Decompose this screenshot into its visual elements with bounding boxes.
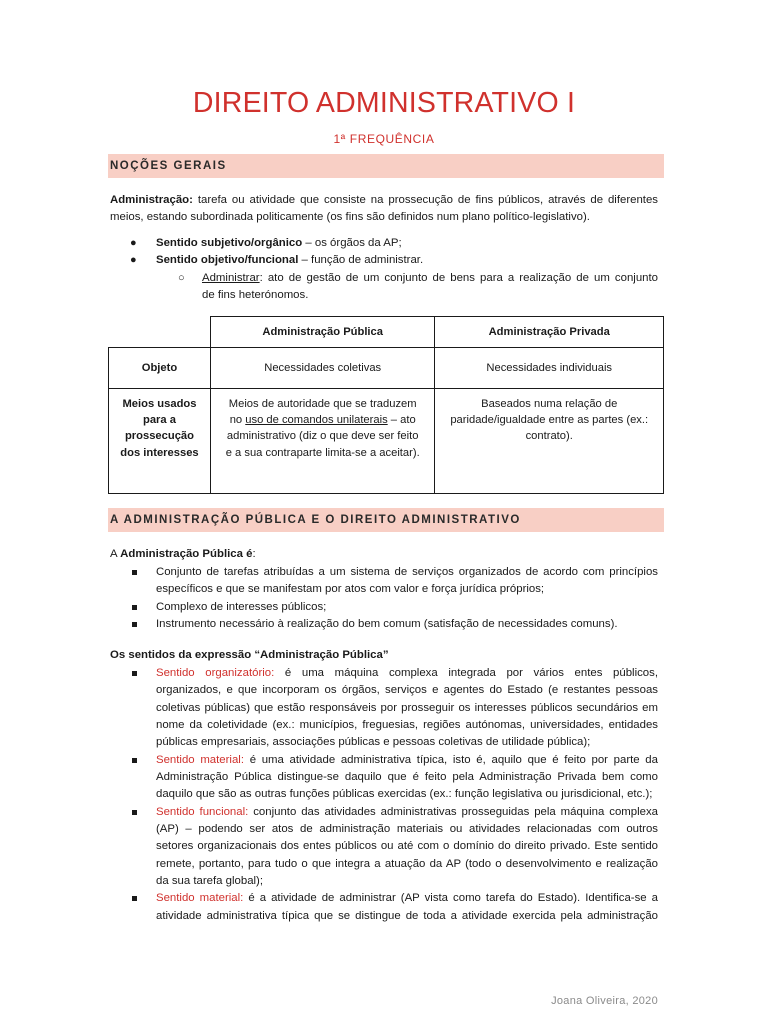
- table-cell: Necessidades individuais: [435, 348, 664, 389]
- bullet-term: Sentido objetivo/funcional: [156, 254, 299, 267]
- cell-line: contrato).: [525, 430, 573, 443]
- table-header-cell: Administração Privada: [435, 317, 664, 348]
- senses-heading: Os sentidos da expressão “Administração Pública”: [110, 649, 389, 661]
- table-row-label: Meios usados para a prossecução dos interesses: [109, 389, 211, 494]
- sense-line: públicas empresariais, associações públicas e pessoas coletivas de utilidade pública);: [156, 736, 591, 749]
- table-corner-cell: [109, 317, 211, 348]
- cell-line: paridade/igualdade entre as partes (ex.:: [450, 414, 649, 427]
- bullet-term: Sentido subjetivo/orgânico: [156, 237, 303, 249]
- intro-text: A: [110, 548, 121, 560]
- list-item: [110, 665, 658, 752]
- sense-line: daquilo que são as outras funções públicas exercidas (ex.: função legislativa ou jurisdicional, etc.);: [156, 788, 653, 801]
- table-row-label: Objeto: [109, 348, 211, 389]
- bullet-icon: ●: [130, 237, 137, 249]
- sense-line: atividade administrativa típica que se distingue de toda a atividade exercida pela administração: [156, 909, 658, 922]
- bullet-text: – função de administrar.: [298, 254, 424, 267]
- item-line: Complexo de interesses públicos;: [156, 600, 327, 613]
- section-heading-nocoes-gerais: NOÇÕES GERAIS: [108, 154, 664, 178]
- table-cell: [435, 389, 664, 494]
- senses-bullet-list: [110, 235, 658, 304]
- list-item: [110, 252, 658, 269]
- table-row: [109, 389, 664, 494]
- cell-line: e a sua contraparte limita-se a aceitar).: [225, 446, 420, 459]
- section-heading-administracao-publica: A ADMINISTRAÇÃO PÚBLICA E O DIREITO ADMINISTRATIVO: [108, 508, 664, 532]
- item-line: Instrumento necessário à realização do bem comum (satisfação de necessidades comuns).: [156, 617, 618, 630]
- sense-line: coletivas públicas) que estão responsáveis por prosseguir os interesses públicos secundários em: [156, 701, 658, 714]
- sense-line: Administração Pública distingue-se daquilo que é feito pela Administração Privada bem como: [156, 770, 658, 783]
- sense-text: é uma atividade administrativa típica, isto é, aquilo que é feito por parte da: [244, 753, 658, 766]
- square-bullet-icon: [132, 810, 137, 815]
- square-bullet-icon: [132, 671, 137, 676]
- intro-term: Administração Pública é: [120, 548, 253, 560]
- sub-bullet-text-1: : ato de gestão de um conjunto de bens para a realização de um conjunto: [259, 271, 658, 284]
- square-bullet-icon: [132, 758, 137, 763]
- senses-square-list: [110, 665, 658, 925]
- cell-line: Baseados numa relação de: [481, 398, 618, 410]
- list-item: [110, 616, 658, 633]
- list-item: [110, 890, 658, 925]
- comparison-table: [108, 316, 664, 494]
- definition-term: Administração:: [110, 194, 193, 206]
- table-row: [109, 348, 664, 389]
- sense-label: Sentido organizatório:: [156, 667, 275, 679]
- cell-text: no: [229, 414, 246, 427]
- list-item: [110, 752, 658, 804]
- sub-bullet-line-1: [202, 270, 658, 287]
- cell-text: – ato: [387, 414, 416, 427]
- square-bullet-icon: [132, 622, 137, 627]
- sense-text: é a atividade de administrar (AP vista como tarefa do Estado). Identifica-se a: [243, 892, 658, 905]
- sense-line: remete, portanto, para tudo o que integra a atuação da AP (todo o desenvolvimento e realização: [156, 857, 658, 870]
- bullet-text: – os órgãos da AP;: [302, 237, 402, 249]
- sense-line: nome da coletividade (ex.: municípios, freguesias, regiões autónomas, universidades, entidades: [156, 718, 658, 731]
- sense-line: organizados, e que incorporam os órgãos, serviços e agentes do Estado (e restantes pessoas: [156, 684, 658, 697]
- list-item: [110, 235, 658, 252]
- definition-text-1: tarefa ou atividade que consiste na prossecução de fins públicos, através de diferentes: [192, 194, 658, 206]
- definition-line-2: meios, estando subordinada politicamente (os fins são definidos num plano político-legislativo).: [110, 211, 590, 224]
- list-item: [110, 270, 658, 305]
- table-header-row: [109, 317, 664, 348]
- table-cell: Necessidades coletivas: [210, 348, 434, 389]
- sense-line: [156, 752, 658, 769]
- sense-line: [156, 665, 658, 682]
- sense-label: Sentido funcional:: [156, 805, 249, 818]
- definition-line-1: [110, 192, 658, 209]
- square-bullet-icon: [132, 570, 137, 575]
- sense-label: Sentido material:: [156, 753, 244, 766]
- sub-bullet-term: Administrar: [202, 271, 260, 284]
- cell-line: administrativo (diz o que deve ser feito: [226, 430, 419, 443]
- intro-text: :: [252, 548, 256, 560]
- sense-line: setores organizacionais dos entes públicos ou até com o domínio do direito privado. Este sentido: [156, 840, 658, 853]
- square-bullet-icon: [132, 605, 137, 610]
- list-item: [110, 599, 658, 616]
- footer-author: Joana Oliveira, 2020: [551, 995, 658, 1007]
- table-header-cell: Administração Pública: [210, 317, 434, 348]
- sense-text: conjunto das atividades administrativas prosseguidas pela máquina complexa: [248, 805, 658, 818]
- bullet-icon: ●: [130, 254, 137, 267]
- item-line: Conjunto de tarefas atribuídas a um sistema de serviços organizados de acordo com princípios: [156, 566, 658, 578]
- table-cell: [210, 389, 434, 494]
- sense-line: (AP) – podendo ser atos de administração materiais ou atividades relacionadas com outros: [156, 822, 658, 835]
- sense-text: é uma máquina complexa integrada por vários entes públicos,: [274, 667, 658, 679]
- document-subtitle: 1ª FREQUÊNCIA: [333, 132, 435, 146]
- circle-bullet-icon: ○: [178, 271, 185, 284]
- cell-underlined-text: uso de comandos unilaterais: [245, 414, 388, 427]
- sense-label: Sentido material:: [156, 892, 244, 905]
- intro-paragraph: [110, 546, 658, 563]
- sub-bullet-line-2: de fins heterónomos.: [202, 288, 309, 301]
- sense-line: [156, 804, 658, 821]
- definition-square-list: [110, 564, 658, 633]
- sense-line: da sua tarefa global);: [156, 874, 264, 887]
- cell-line: [217, 412, 428, 428]
- document-title: DIREITO ADMINISTRATIVO I: [192, 87, 576, 119]
- list-item: [110, 804, 658, 891]
- cell-line: Meios de autoridade que se traduzem: [228, 398, 417, 410]
- definition-paragraph: [110, 192, 658, 227]
- item-line: específicos e que se manifestam por atos com valor e força jurídica próprios;: [156, 583, 545, 596]
- sense-line: [156, 890, 658, 907]
- square-bullet-icon: [132, 896, 137, 901]
- list-item: [110, 564, 658, 599]
